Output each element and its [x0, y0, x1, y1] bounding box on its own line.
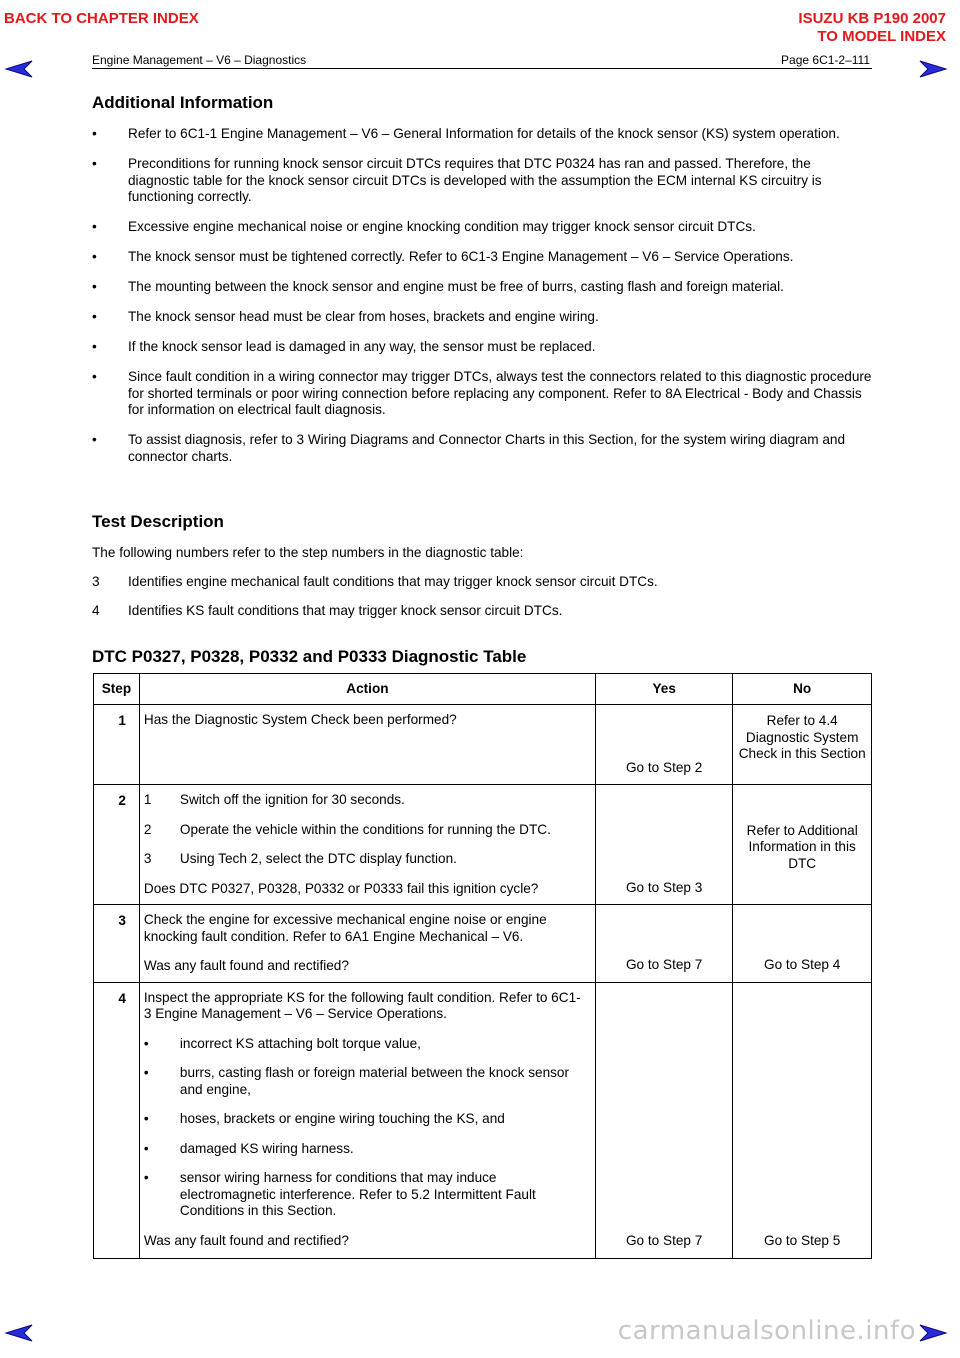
watermark: carmanualsonline.info: [617, 1316, 916, 1346]
model-title[interactable]: ISUZU KB P190 2007: [798, 10, 946, 27]
bullet-text: burrs, casting flash or foreign material between the knock sensor and engine,: [179, 1065, 570, 1097]
back-to-chapter-index-link[interactable]: BACK TO CHAPTER INDEX: [4, 10, 199, 27]
test-description-heading: Test Description: [92, 512, 224, 531]
table-row: [94, 905, 872, 983]
table-row: [94, 982, 872, 1258]
list-item: • If the knock sensor lead is damaged in any way, the sensor must be replaced.: [92, 339, 872, 356]
substep-number: 1: [143, 792, 152, 807]
list-item: [92, 603, 872, 620]
header-rule: [92, 68, 872, 69]
list-item: • To assist diagnosis, refer to 3 Wiring Diagrams and Connector Charts in this Section, for the system wiring diagram and connector charts.: [92, 432, 872, 465]
model-index-link[interactable]: [798, 10, 946, 46]
diagnostic-table-heading: DTC P0327, P0328, P0332 and P0333 Diagnostic Table: [92, 647, 527, 666]
action-substep: [144, 792, 587, 809]
step-action: [139, 785, 595, 905]
additional-information-list: [92, 126, 872, 479]
previous-page-arrow-icon[interactable]: [4, 60, 34, 78]
no-cell: Refer to 4.4 Diagnostic System Check in this Section: [733, 705, 872, 785]
action-bullet: • hoses, brackets or engine wiring touching the KS, and: [143, 1111, 505, 1126]
substep-text: Using Tech 2, select the DTC display function.: [179, 851, 457, 866]
next-page-arrow-icon[interactable]: [918, 60, 948, 78]
to-model-index[interactable]: TO MODEL INDEX: [817, 28, 946, 45]
additional-information-heading: Additional Information: [92, 93, 274, 112]
action-text: Has the Diagnostic System Check been performed?: [143, 712, 457, 727]
no-cell: Refer to Additional Information in this DTC: [733, 785, 872, 905]
item-text: Identifies engine mechanical fault conditions that may trigger knock sensor circuit DTCs.: [128, 574, 658, 589]
test-description-list: [92, 574, 872, 632]
step-number: 1: [94, 705, 140, 785]
action-bullet: • sensor wiring harness for conditions that may induce electromagnetic interference. Refer to 5.2 Intermittent Fault Conditions in this Section.: [143, 1170, 536, 1218]
running-header-page: Page 6C1-2–111: [781, 53, 870, 67]
action-text: Inspect the appropriate KS for the following fault condition. Refer to 6C1-3 Engine Management – V6 – Service Operations.: [143, 989, 581, 1021]
col-header-action: Action: [139, 674, 595, 705]
step-action: [139, 982, 595, 1258]
bullet-text: damaged KS wiring harness.: [179, 1140, 354, 1156]
yes-cell: Go to Step 7: [595, 905, 732, 983]
action-question: Was any fault found and rectified?: [143, 958, 349, 973]
item-number: 4: [92, 603, 100, 618]
list-item: • Refer to 6C1-1 Engine Management – V6 – General Information for details of the knock sensor (KS) system operation.: [92, 126, 872, 143]
table-row: [94, 785, 872, 905]
no-cell: Go to Step 4: [733, 905, 872, 983]
next-page-arrow-icon[interactable]: [918, 1324, 948, 1342]
list-item: [92, 574, 872, 591]
action-substep: [144, 851, 587, 868]
list-item: • The knock sensor must be tightened correctly. Refer to 6C1-3 Engine Management – V6 – Service Operations.: [92, 249, 872, 266]
bullet-text: sensor wiring harness for conditions that may induce electromagnetic interference. Refer to 5.2 Intermittent Fault Conditions in this Section.: [179, 1170, 536, 1218]
list-item: • Preconditions for running knock sensor circuit DTCs requires that DTC P0324 has ran and passed. Therefore, the diagnostic table for the knock sensor circuit DTCs is developed with the assumption the ECM internal KS circuitry is functioning correctly.: [92, 156, 872, 206]
list-item: • Excessive engine mechanical noise or engine knocking condition may trigger knock sensor circuit DTCs.: [92, 219, 872, 236]
no-cell: Go to Step 5: [733, 982, 872, 1258]
list-item: • The knock sensor head must be clear from hoses, brackets and engine wiring.: [92, 309, 872, 326]
diagnostic-table: [93, 673, 872, 1259]
action-substep: [144, 822, 587, 839]
item-number: 3: [92, 574, 100, 589]
substep-text: Operate the vehicle within the conditions for running the DTC.: [179, 821, 551, 837]
step-action: [139, 705, 595, 785]
step-number: 3: [94, 905, 140, 983]
action-bullet: • incorrect KS attaching bolt torque value,: [143, 1035, 421, 1051]
table-header-row: [94, 674, 872, 705]
bullet-text: incorrect KS attaching bolt torque value,: [179, 1035, 421, 1051]
item-text: Identifies KS fault conditions that may trigger knock sensor circuit DTCs.: [128, 603, 563, 618]
col-header-yes: Yes: [595, 674, 732, 705]
substep-text: Switch off the ignition for 30 seconds.: [179, 792, 405, 807]
step-number: 2: [94, 785, 140, 905]
yes-cell: Go to Step 2: [595, 705, 732, 785]
table-row: [94, 705, 872, 785]
action-text: Check the engine for excessive mechanical engine noise or engine knocking fault condition. Refer to 6A1 Engine Mechanical – V6.: [143, 912, 547, 944]
running-header-left: Engine Management – V6 – Diagnostics: [92, 53, 307, 67]
yes-cell: Go to Step 7: [595, 982, 732, 1258]
test-description-intro: The following numbers refer to the step numbers in the diagnostic table:: [92, 545, 524, 560]
col-header-step: Step: [94, 674, 140, 705]
yes-cell: Go to Step 3: [595, 785, 732, 905]
bullet-text: hoses, brackets or engine wiring touching the KS, and: [179, 1111, 505, 1126]
action-question: Does DTC P0327, P0328, P0332 or P0333 fail this ignition cycle?: [143, 880, 539, 896]
previous-page-arrow-icon[interactable]: [4, 1324, 34, 1342]
substep-number: 2: [143, 821, 152, 837]
list-item: • Since fault condition in a wiring connector may trigger DTCs, always test the connectors related to this diagnostic procedure for shorted terminals or poor wiring connection before replacing any component. Refer to 8A Electrical - Body and Chassis for information on electrical fault diagnosis.: [92, 369, 872, 419]
step-action: [139, 905, 595, 983]
col-header-no: No: [733, 674, 872, 705]
action-question: Was any fault found and rectified?: [143, 1232, 349, 1248]
step-number: 4: [94, 982, 140, 1258]
action-bullet: • damaged KS wiring harness.: [143, 1140, 354, 1156]
list-item: • The mounting between the knock sensor and engine must be free of burrs, casting flash and foreign material.: [92, 279, 872, 296]
action-bullet: • burrs, casting flash or foreign material between the knock sensor and engine,: [143, 1065, 570, 1097]
substep-number: 3: [143, 851, 152, 866]
